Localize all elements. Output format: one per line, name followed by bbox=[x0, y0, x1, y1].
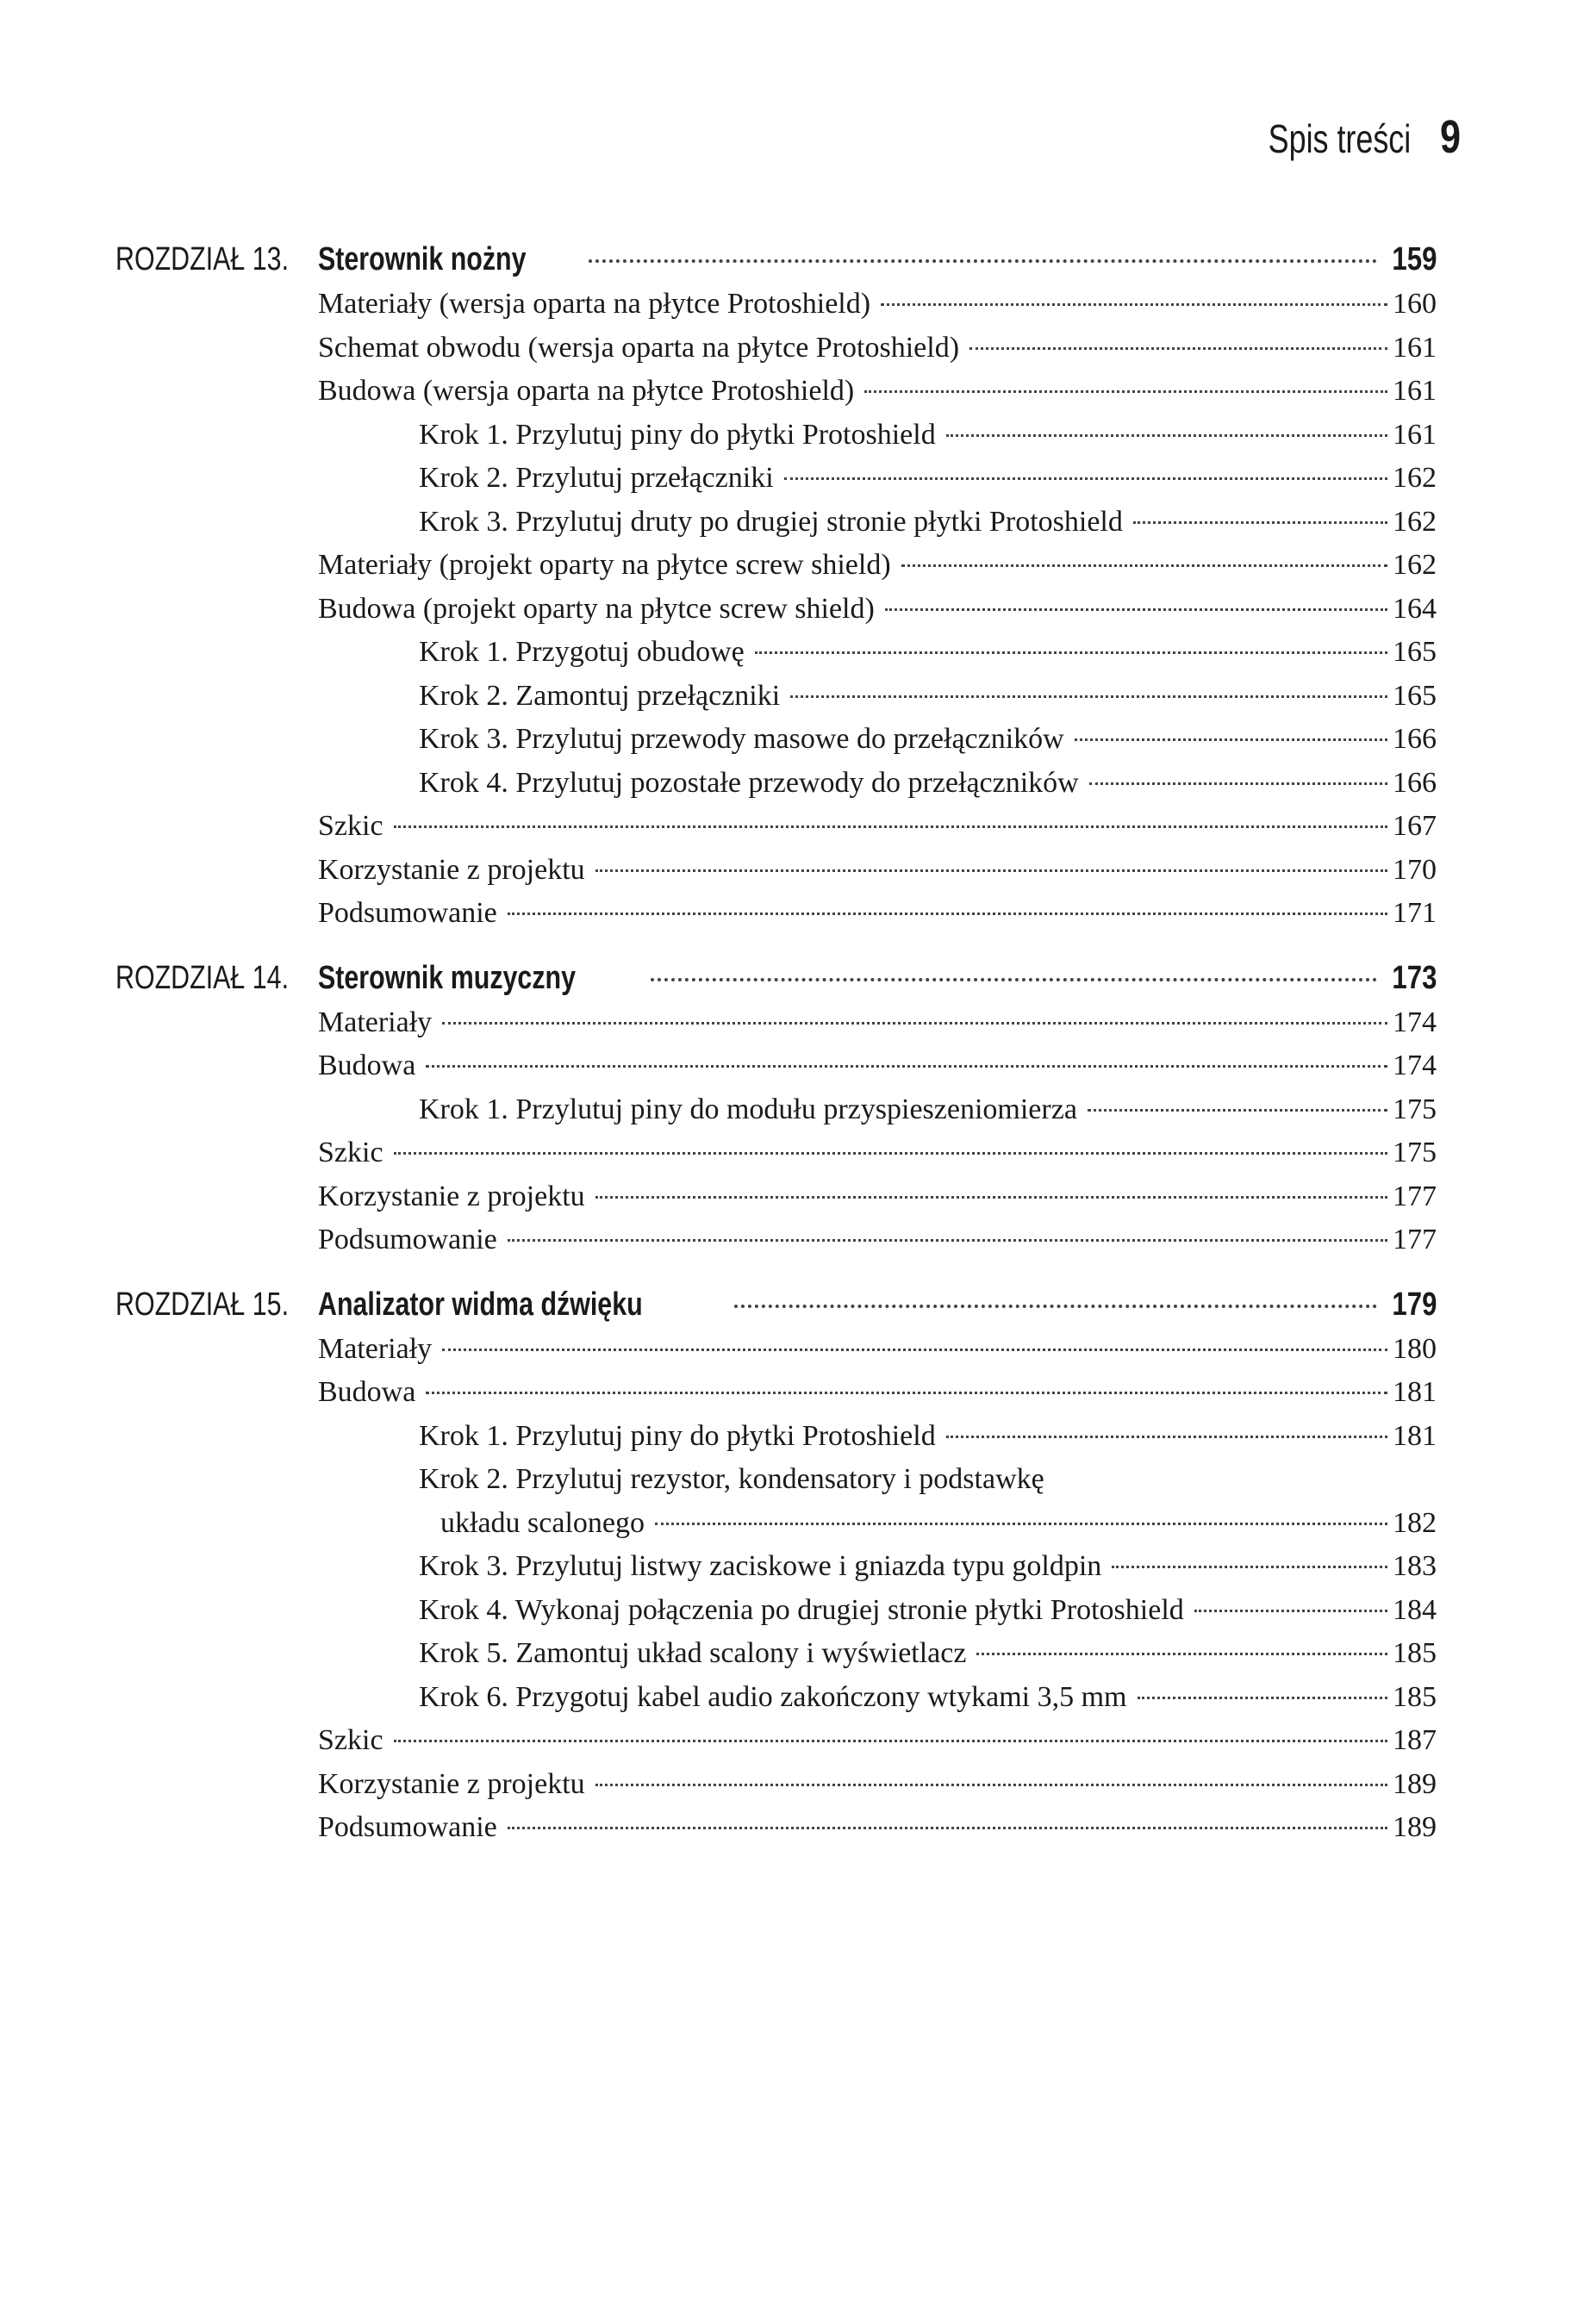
chapter-label-text: ROZDZIAŁ 13. bbox=[115, 241, 290, 277]
entry-title: Krok 1. Przylutuj piny do modułu przyspieszeniomierza bbox=[419, 1093, 1077, 1125]
entry-title: Korzystanie z projektu bbox=[318, 853, 585, 886]
entry-title: Podsumowanie bbox=[318, 1811, 497, 1843]
chapter-page-number: 159 bbox=[1392, 241, 1437, 277]
entry-page-number: 189 bbox=[1393, 1811, 1437, 1843]
dot-leader bbox=[790, 695, 1387, 698]
toc-entry-row bbox=[115, 849, 1437, 893]
entry-title: Krok 2. Przylutuj przełączniki bbox=[419, 462, 774, 494]
toc-entry-row bbox=[115, 1001, 1437, 1045]
dot-leader bbox=[864, 390, 1387, 393]
entry-title: Krok 5. Zamontuj układ scalony i wyświetlacz bbox=[419, 1637, 967, 1669]
dot-leader bbox=[655, 1523, 1387, 1525]
chapter-page-number: 179 bbox=[1392, 1286, 1437, 1323]
entry-page-number: 170 bbox=[1393, 853, 1437, 886]
entry-title: Szkic bbox=[318, 1137, 383, 1168]
dot-leader bbox=[1133, 521, 1387, 524]
chapter-title-wrap bbox=[318, 1281, 724, 1328]
entry-title: Materiały bbox=[318, 1006, 433, 1038]
entry-page-number: 162 bbox=[1393, 505, 1437, 538]
toc-entry-row bbox=[115, 327, 1437, 371]
toc-entry-row bbox=[115, 1088, 1437, 1132]
toc-entry-row bbox=[115, 1328, 1437, 1372]
dot-leader bbox=[969, 347, 1387, 350]
chapter-title: Sterownik nożny bbox=[318, 241, 527, 277]
entry-title: Budowa bbox=[318, 1050, 416, 1081]
toc-chapter bbox=[115, 236, 1437, 936]
entry-title: Krok 3. Przylutuj druty po drugiej stronie płytki Protoshield bbox=[419, 505, 1123, 538]
dot-leader bbox=[426, 1392, 1387, 1394]
dot-leader bbox=[881, 303, 1387, 306]
toc-entry-row bbox=[115, 1806, 1437, 1850]
entry-title-continuation: układu scalonego bbox=[440, 1506, 645, 1539]
toc-entry-row bbox=[115, 675, 1437, 719]
toc-chapter bbox=[115, 1281, 1437, 1850]
chapter-heading-row bbox=[115, 955, 1437, 1001]
entry-page-number: 177 bbox=[1393, 1224, 1437, 1255]
chapter-title-wrap bbox=[318, 236, 578, 283]
entry-title: Szkic bbox=[318, 1724, 383, 1756]
dot-leader bbox=[1075, 738, 1387, 741]
entry-page-number: 174 bbox=[1393, 1006, 1437, 1038]
entry-title: Szkic bbox=[318, 810, 383, 842]
entry-page-number: 161 bbox=[1393, 375, 1437, 407]
toc-entry-row bbox=[115, 370, 1437, 414]
entry-page-number: 167 bbox=[1393, 810, 1437, 842]
chapter-title: Analizator widma dźwięku bbox=[318, 1286, 643, 1323]
toc-entry-row bbox=[115, 414, 1437, 458]
dot-leader bbox=[976, 1653, 1387, 1655]
toc-entry-row bbox=[115, 1044, 1437, 1088]
dot-leader bbox=[442, 1022, 1387, 1025]
entry-page-number: 165 bbox=[1393, 679, 1437, 712]
dot-leader bbox=[1089, 782, 1387, 785]
dot-leader bbox=[734, 1305, 1377, 1308]
toc-entry-row bbox=[115, 762, 1437, 806]
chapter-label bbox=[115, 1281, 318, 1328]
toc-entry-row bbox=[115, 1415, 1437, 1459]
dot-leader bbox=[508, 913, 1387, 915]
dot-leader bbox=[394, 825, 1387, 828]
running-header bbox=[1228, 110, 1461, 164]
chapter-heading-row bbox=[115, 236, 1437, 283]
entry-title: Podsumowanie bbox=[318, 1224, 497, 1255]
dot-leader bbox=[1112, 1566, 1387, 1568]
entry-title: Materiały bbox=[318, 1332, 433, 1365]
toc-entry-row bbox=[115, 631, 1437, 675]
entry-title: Krok 3. Przylutuj listwy zaciskowe i gniazda typu goldpin bbox=[419, 1550, 1102, 1582]
entry-page-number: 189 bbox=[1393, 1767, 1437, 1800]
toc-entry-row bbox=[115, 544, 1437, 588]
dot-leader bbox=[755, 651, 1387, 654]
dot-leader bbox=[885, 608, 1387, 611]
entry-title: Materiały (wersja oparta na płytce Protoshield) bbox=[318, 288, 871, 320]
dot-leader bbox=[1088, 1109, 1387, 1112]
dot-leader bbox=[508, 1827, 1387, 1829]
dot-leader bbox=[784, 477, 1387, 480]
entry-title: Schemat obwodu (wersja oparta na płytce Protoshield) bbox=[318, 331, 960, 364]
toc-entry-row bbox=[115, 588, 1437, 632]
toc-entry-row bbox=[115, 718, 1437, 762]
dot-leader bbox=[946, 1436, 1387, 1438]
entry-page-number: 184 bbox=[1393, 1593, 1437, 1626]
chapter-title: Sterownik muzyczny bbox=[318, 959, 577, 996]
entry-title: Korzystanie z projektu bbox=[318, 1180, 585, 1212]
entry-title: Budowa (wersja oparta na płytce Protoshield) bbox=[318, 375, 855, 407]
entry-page-number: 164 bbox=[1393, 592, 1437, 625]
entry-page-number: 166 bbox=[1393, 766, 1437, 799]
dot-leader bbox=[442, 1349, 1387, 1351]
entry-page-number: 161 bbox=[1393, 331, 1437, 364]
entry-page-number: 175 bbox=[1393, 1093, 1437, 1125]
toc-entry-row bbox=[115, 1131, 1437, 1175]
toc-entry-row bbox=[115, 1371, 1437, 1415]
toc-entry-row bbox=[115, 1763, 1437, 1807]
entry-title: Podsumowanie bbox=[318, 897, 497, 929]
entry-page-number: 185 bbox=[1393, 1637, 1437, 1669]
chapter-label-text: ROZDZIAŁ 15. bbox=[115, 1286, 290, 1323]
entry-page-number: 162 bbox=[1393, 462, 1437, 494]
entry-title: Krok 4. Wykonaj połączenia po drugiej stronie płytki Protoshield bbox=[419, 1593, 1184, 1626]
entry-page-number: 177 bbox=[1393, 1180, 1437, 1212]
entry-title: Budowa bbox=[318, 1376, 416, 1408]
entry-page-number: 180 bbox=[1393, 1332, 1437, 1365]
entry-page-number: 181 bbox=[1393, 1419, 1437, 1452]
dot-leader bbox=[508, 1239, 1387, 1242]
entry-page-number: 162 bbox=[1393, 549, 1437, 581]
chapter-label bbox=[115, 236, 318, 283]
page-number: 9 bbox=[1439, 111, 1461, 163]
dot-leader bbox=[651, 978, 1377, 981]
chapter-title-wrap bbox=[318, 955, 640, 1001]
chapter-label-text: ROZDZIAŁ 14. bbox=[115, 959, 290, 996]
toc-entry-row bbox=[115, 501, 1437, 545]
entry-page-number: 161 bbox=[1393, 418, 1437, 451]
entry-page-number: 166 bbox=[1393, 723, 1437, 755]
entry-page-number: 174 bbox=[1393, 1050, 1437, 1081]
chapter-heading-row bbox=[115, 1281, 1437, 1328]
entry-title: Materiały (projekt oparty na płytce screw shield) bbox=[318, 549, 891, 581]
entry-title: Krok 1. Przylutuj piny do płytki Protoshield bbox=[419, 418, 936, 451]
dot-leader bbox=[1194, 1610, 1387, 1612]
toc-entry-row bbox=[115, 1676, 1437, 1720]
entry-page-number: 182 bbox=[1393, 1506, 1437, 1539]
entry-title: Krok 4. Przylutuj pozostałe przewody do przełączników bbox=[419, 766, 1079, 799]
entry-title: Krok 2. Przylutuj rezystor, kondensatory i podstawkę bbox=[419, 1463, 1044, 1495]
entry-page-number: 175 bbox=[1393, 1137, 1437, 1168]
dot-leader bbox=[901, 564, 1387, 567]
toc-entry-row bbox=[115, 283, 1437, 327]
entry-title: Krok 3. Przylutuj przewody masowe do przełączników bbox=[419, 723, 1064, 755]
chapter-label bbox=[115, 955, 318, 1001]
table-of-contents bbox=[115, 236, 1437, 1850]
toc-entry-row bbox=[115, 1545, 1437, 1589]
chapter-page-number: 173 bbox=[1392, 959, 1437, 996]
entry-title: Krok 1. Przygotuj obudowę bbox=[419, 636, 745, 668]
entry-title: Budowa (projekt oparty na płytce screw shield) bbox=[318, 592, 875, 625]
toc-entry-row bbox=[115, 892, 1437, 936]
dot-leader bbox=[595, 869, 1387, 872]
entry-page-number: 183 bbox=[1393, 1550, 1437, 1582]
toc-chapter bbox=[115, 955, 1437, 1262]
running-header-title: Spis treści bbox=[1268, 116, 1411, 161]
toc-entry-row bbox=[115, 1589, 1437, 1633]
entry-page-number: 181 bbox=[1393, 1376, 1437, 1408]
toc-entry-row bbox=[115, 1719, 1437, 1763]
entry-page-number: 165 bbox=[1393, 636, 1437, 668]
toc-entry-continuation-row bbox=[115, 1502, 1437, 1546]
entry-title: Krok 2. Zamontuj przełączniki bbox=[419, 679, 781, 712]
toc-entry-row bbox=[115, 1458, 1437, 1502]
dot-leader bbox=[595, 1784, 1387, 1786]
entry-page-number: 187 bbox=[1393, 1724, 1437, 1756]
toc-entry-row bbox=[115, 1218, 1437, 1262]
entry-title: Korzystanie z projektu bbox=[318, 1767, 585, 1800]
toc-entry-row bbox=[115, 457, 1437, 501]
entry-page-number: 185 bbox=[1393, 1680, 1437, 1713]
entry-page-number: 171 bbox=[1393, 897, 1437, 929]
entry-title: Krok 1. Przylutuj piny do płytki Protoshield bbox=[419, 1419, 936, 1452]
dot-leader bbox=[946, 434, 1387, 437]
entry-title: Krok 6. Przygotuj kabel audio zakończony wtykami 3,5 mm bbox=[419, 1680, 1127, 1713]
toc-entry-row bbox=[115, 1632, 1437, 1676]
entry-page-number: 160 bbox=[1393, 288, 1437, 320]
dot-leader bbox=[394, 1740, 1387, 1742]
dot-leader bbox=[589, 259, 1377, 263]
toc-entry-row bbox=[115, 1175, 1437, 1219]
dot-leader bbox=[1138, 1697, 1388, 1699]
dot-leader bbox=[595, 1196, 1387, 1199]
toc-entry-row bbox=[115, 805, 1437, 849]
dot-leader bbox=[426, 1065, 1387, 1068]
dot-leader bbox=[394, 1152, 1387, 1155]
